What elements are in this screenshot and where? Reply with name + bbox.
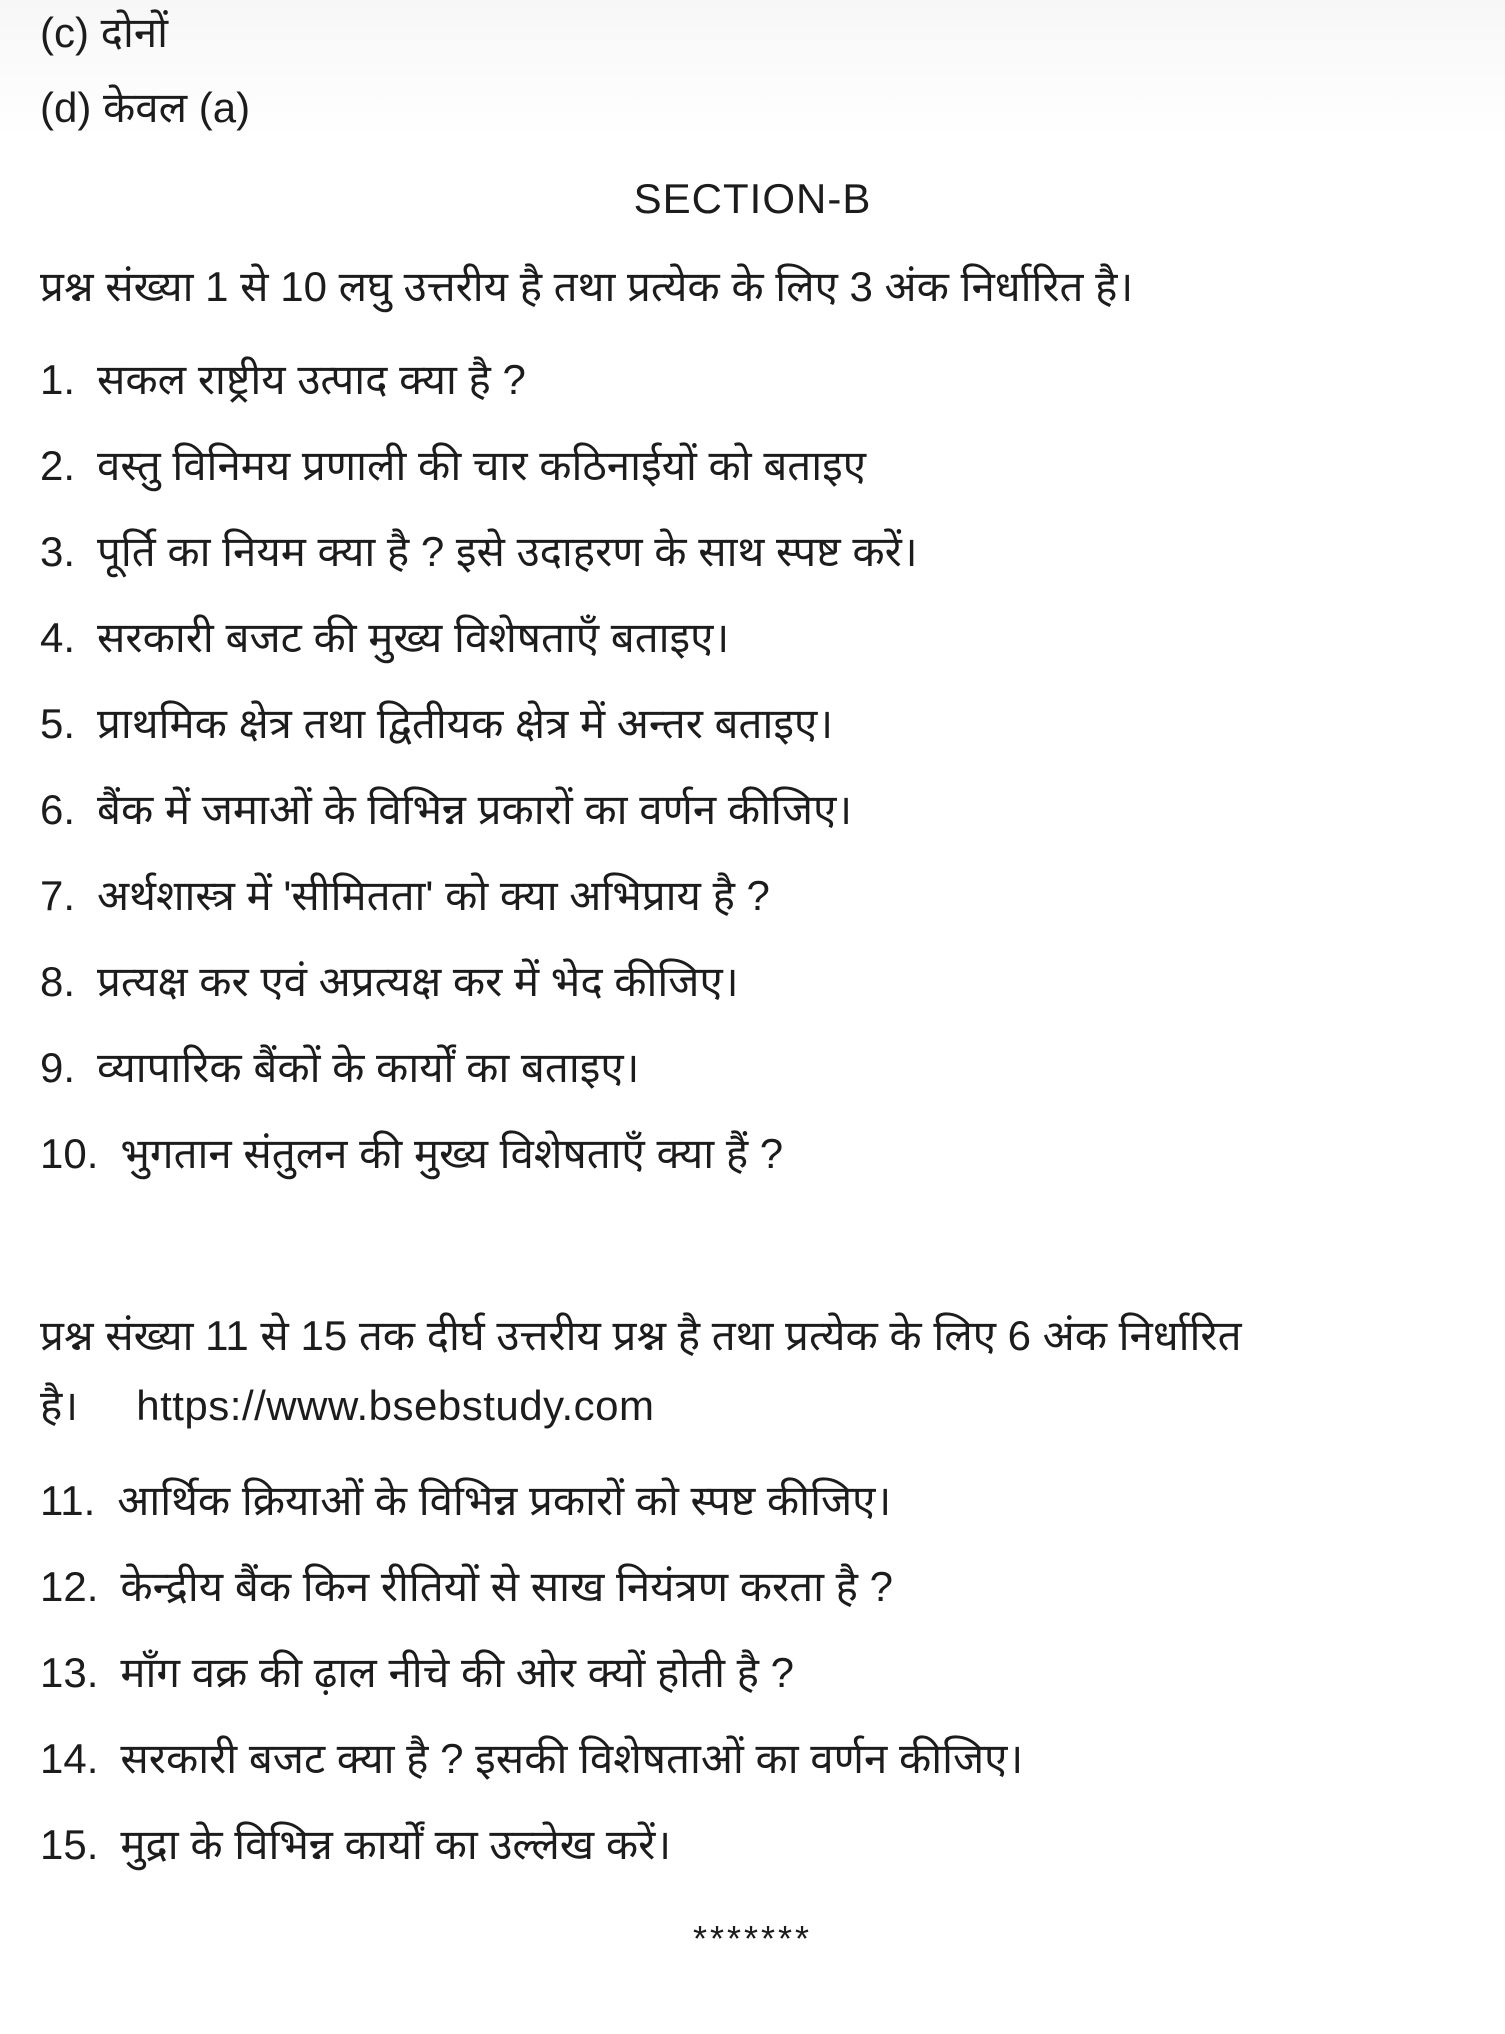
question-text: आर्थिक क्रियाओं के विभिन्न प्रकारों को स्पष्ट कीजिए।: [117, 1477, 892, 1524]
question-item-14: [40, 1730, 1465, 1787]
question-number: 5.: [40, 700, 76, 747]
question-text: सरकारी बजट क्या है ? इसकी विशेषताओं का वर्णन कीजिए।: [120, 1735, 1024, 1782]
question-item-10: [40, 1125, 1465, 1182]
question-item-4: [40, 609, 1465, 666]
section-b-heading: SECTION-B: [633, 175, 872, 222]
question-item-7: [40, 867, 1465, 924]
answer-option-d-label: (d) केवल (a): [40, 84, 251, 131]
question-text: व्यापारिक बैंकों के कार्यों का बताइए।: [97, 1044, 640, 1091]
question-text: सरकारी बजट की मुख्य विशेषताएँ बताइए।: [97, 614, 730, 661]
question-item-8: [40, 953, 1465, 1010]
question-number: 2.: [40, 442, 76, 489]
question-item-5: [40, 695, 1465, 752]
question-number: 13.: [40, 1649, 99, 1696]
answer-option-c: [40, 4, 1465, 61]
question-text: प्राथमिक क्षेत्र तथा द्वितीयक क्षेत्र में अन्तर बताइए।: [97, 700, 834, 747]
long-answer-instruction-line1: प्रश्न संख्या 11 से 15 तक दीर्घ उत्तरीय प्रश्न है तथा प्रत्येक के लिए 6 अंक निर्धारित: [40, 1312, 1242, 1359]
question-text: अर्थशास्त्र में 'सीमितता' को क्या अभिप्राय है ?: [97, 872, 770, 919]
question-number: 4.: [40, 614, 76, 661]
long-answer-instruction-line2-text: है।: [40, 1382, 79, 1429]
question-number: 11.: [40, 1477, 96, 1524]
short-question-list: [40, 351, 1465, 1182]
question-number: 10.: [40, 1130, 99, 1177]
question-item-12: [40, 1558, 1465, 1615]
question-item-11: [40, 1472, 1465, 1529]
long-answer-instruction-line2: [40, 1377, 1465, 1434]
question-text: भुगतान संतुलन की मुख्य विशेषताएँ क्या हैं ?: [120, 1130, 784, 1177]
website-url-text: https://www.bsebstudy.com: [136, 1382, 655, 1429]
question-number: 9.: [40, 1044, 76, 1091]
question-item-6: [40, 781, 1465, 838]
question-item-3: [40, 523, 1465, 580]
answer-option-c-label: (c) दोनों: [40, 9, 169, 56]
question-text: सकल राष्ट्रीय उत्पाद क्या है ?: [97, 356, 526, 403]
question-number: 1.: [40, 356, 76, 403]
question-text: मुद्रा के विभिन्न कार्यों का उल्लेख करें।: [120, 1821, 672, 1868]
question-item-9: [40, 1039, 1465, 1096]
question-number: 3.: [40, 528, 76, 575]
question-number: 8.: [40, 958, 76, 1005]
question-number: 14.: [40, 1735, 99, 1782]
question-item-2: [40, 437, 1465, 494]
question-text: प्रत्यक्ष कर एवं अप्रत्यक्ष कर में भेद कीजिए।: [97, 958, 739, 1005]
question-text: बैंक में जमाओं के विभिन्न प्रकारों का वर्णन कीजिए।: [97, 786, 853, 833]
question-number: 6.: [40, 786, 76, 833]
question-text: केन्द्रीय बैंक किन रीतियों से साख नियंत्रण करता है ?: [120, 1563, 894, 1610]
question-number: 7.: [40, 872, 76, 919]
question-text: पूर्ति का नियम क्या है ? इसे उदाहरण के साथ स्पष्ट करें।: [97, 528, 918, 575]
question-item-15: [40, 1816, 1465, 1873]
long-question-list: [40, 1472, 1465, 1873]
question-text: माँग वक्र की ढ़ाल नीचे की ओर क्यों होती है ?: [120, 1649, 794, 1696]
question-text: वस्तु विनिमय प्रणाली की चार कठिनाईयों को बताइए: [97, 442, 866, 489]
end-of-paper-stars: *******: [692, 1918, 813, 1959]
question-item-1: [40, 351, 1465, 408]
question-item-13: [40, 1644, 1465, 1701]
answer-option-d: [40, 79, 1465, 136]
long-answer-instruction: [40, 1307, 1465, 1434]
section-b-instruction: प्रश्न संख्या 1 से 10 लघु उत्तरीय है तथा प्रत्येक के लिए 3 अंक निर्धारित है।: [40, 263, 1134, 310]
question-number: 12.: [40, 1563, 99, 1610]
question-number: 15.: [40, 1821, 99, 1868]
